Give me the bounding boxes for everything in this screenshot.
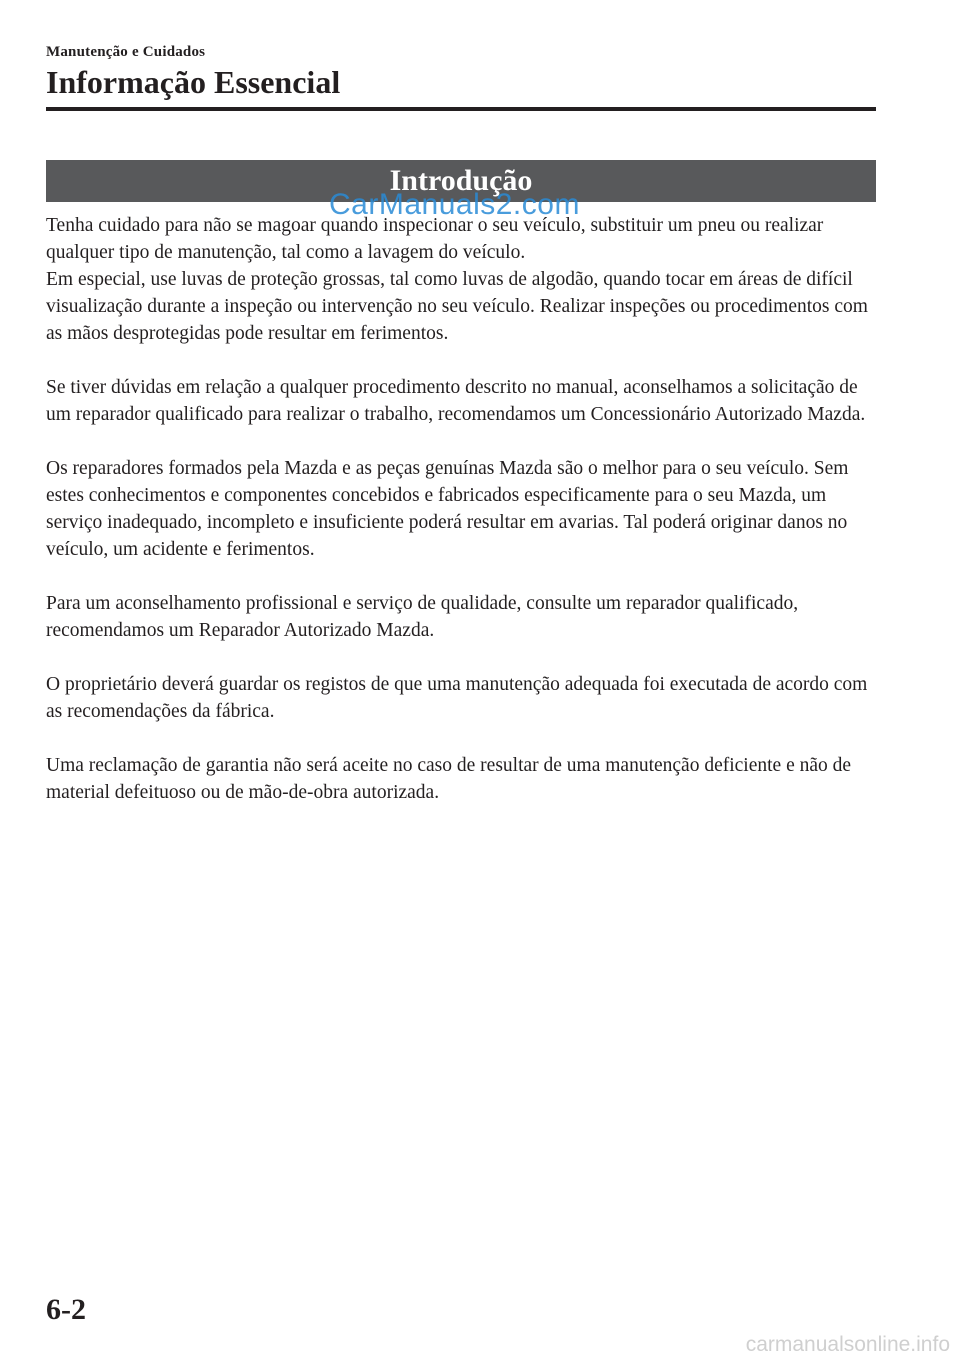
watermark-footer: carmanualsonline.info bbox=[745, 1333, 950, 1356]
page-number: 6-2 bbox=[46, 1293, 86, 1326]
page-title: Informação Essencial bbox=[46, 64, 341, 100]
paragraph: O proprietário deverá guardar os registos de que uma manutenção adequada foi executada de acordo com as recomendações da fábrica. bbox=[46, 674, 868, 722]
paragraph: Se tiver dúvidas em relação a qualquer procedimento descrito no manual, aconselhamos a solicitação de um reparador qualificado para realizar o trabalho, recomendamos um Concessionário Autorizado Mazda. bbox=[46, 377, 866, 425]
chapter-label: Manutenção e Cuidados bbox=[46, 44, 206, 60]
title-divider bbox=[46, 107, 876, 111]
paragraph: Para um aconselhamento profissional e serviço de qualidade, consulte um reparador qualificado, recomendamos um Reparador Autorizado Mazda. bbox=[46, 593, 799, 641]
paragraph: Uma reclamação de garantia não será aceite no caso de resultar de uma manutenção deficiente e não de material defeituoso ou de mão-de-obra autorizada. bbox=[46, 755, 852, 803]
section-heading: Introdução bbox=[389, 164, 533, 197]
paragraph: Os reparadores formados pela Mazda e as peças genuínas Mazda são o melhor para o seu veículo. Sem estes conhecimentos e componentes concebidos e fabricados especificamente para o seu Mazda, um serviço inadequado, incompleto e insuficiente poderá resultar em avarias. Tal poderá originar danos no veículo, um acidente e ferimentos. bbox=[46, 458, 849, 560]
body-content bbox=[46, 212, 876, 833]
paragraph: Tenha cuidado para não se magoar quando inspecionar o seu veículo, substituir um pneu ou realizar qualquer tipo de manutenção, tal como a lavagem do veículo. bbox=[46, 215, 824, 263]
watermark-logo: CarManuals2.com bbox=[329, 188, 580, 221]
paragraph: Em especial, use luvas de proteção grossas, tal como luvas de algodão, quando tocar em áreas de difícil visualização durante a inspeção ou intervenção no seu veículo. Realizar inspeções ou procedimentos com as mãos desprotegidas pode resultar em ferimentos. bbox=[46, 269, 868, 344]
